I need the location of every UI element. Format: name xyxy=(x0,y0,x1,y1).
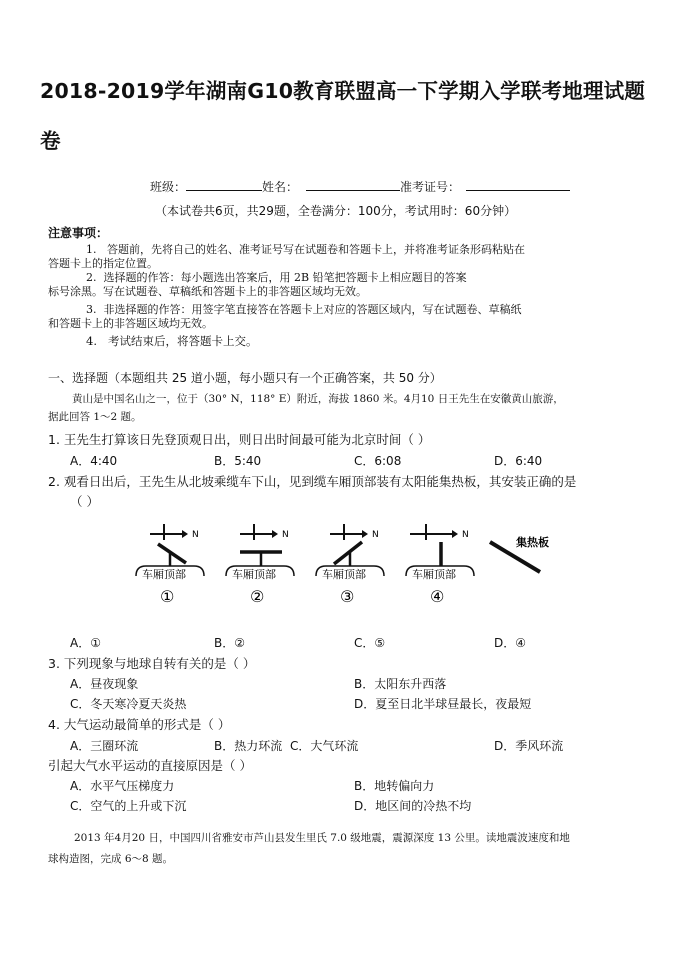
class-blank[interactable] xyxy=(186,178,262,191)
panel-label: 集热板 xyxy=(516,536,549,549)
passage1-line1: 黄山是中国名山之一，位于（30° N，118° E）附近，海拔 1860 米。4月10 日王先生在安徽黄山旅游， xyxy=(72,393,564,405)
roof-label-1: 车厢顶部 xyxy=(142,568,186,581)
q5-option-b[interactable]: B．地转偏向力 xyxy=(354,779,435,793)
q3-option-d[interactable]: D．夏至日北半球昼最长，夜最短 xyxy=(354,697,532,711)
question-2-stem-blank: （ ） xyxy=(70,494,99,509)
passage2-line2: 球构造图，完成 6～8 题。 xyxy=(48,853,174,865)
notice-item-3-line2: 和答题卡上的非答题区域均无效。 xyxy=(48,317,213,330)
q4-option-a[interactable]: A．三圈环流 xyxy=(70,739,139,753)
north-label-3: N xyxy=(372,530,379,540)
document-title: 2018-2019学年湖南G10教育联盟高一下学期入学联考地理试题卷 xyxy=(40,79,646,153)
section-heading: 一、选择题（本题组共 25 道小题，每小题只有一个正确答案，共 50 分） xyxy=(48,371,442,385)
q4-option-b[interactable]: B．热力环流 xyxy=(214,739,283,753)
notice-item-3-line1: 3. 非选择题的作答：用签字笔直接答在答题卡上对应的答题区域内，写在试题卷、草稿纸 xyxy=(86,303,522,316)
notice-item-1-line1: 1. 答题前，先将自己的姓名、准考证号写在试题卷和答题卡上，并将准考证条形码粘贴在 xyxy=(86,243,525,256)
q1-option-a[interactable]: A．4:40 xyxy=(70,454,118,468)
class-label: 班级： xyxy=(150,180,187,194)
question-1-stem: 1. 王先生打算该日先登顶观日出，则日出时间最可能为北京时间（ ） xyxy=(48,432,431,447)
name-blank[interactable] xyxy=(306,178,400,191)
figure-number-4: ④ xyxy=(430,587,445,606)
north-label-1: N xyxy=(192,530,199,540)
q5-option-a[interactable]: A．水平气压梯度力 xyxy=(70,779,175,793)
q3-option-c[interactable]: C．冬天寒冷夏天炎热 xyxy=(70,697,187,711)
roof-label-4: 车厢顶部 xyxy=(412,568,456,581)
figure-number-1: ① xyxy=(160,587,175,606)
roof-label-3: 车厢顶部 xyxy=(322,568,366,581)
q2-option-c[interactable]: C．⑤ xyxy=(354,636,386,650)
q4-option-d[interactable]: D．季风环流 xyxy=(494,739,564,753)
solar-panel-figure xyxy=(130,520,580,610)
notice-title: 注意事项： xyxy=(48,226,109,240)
q5-option-c[interactable]: C．空气的上升或下沉 xyxy=(70,799,187,813)
passage2-line1: 2013 年4月20 日，中国四川省雅安市芦山县发生里氏 7.0 级地震，震源深度 13 公里。读地震波速度和地 xyxy=(74,832,570,844)
notice-item-4: 4. 考试结束后，将答题卡上交。 xyxy=(86,334,258,348)
figure-number-2: ② xyxy=(250,587,265,606)
student-info-fields xyxy=(150,178,570,195)
roof-label-2: 车厢顶部 xyxy=(232,568,276,581)
notice-item-2-line2: 标号涂黑。写在试题卷、草稿纸和答题卡上的非答题区域均无效。 xyxy=(48,285,367,298)
figure-option-4 xyxy=(406,524,474,606)
q2-option-d[interactable]: D．④ xyxy=(494,636,526,650)
q2-option-b[interactable]: B．② xyxy=(214,636,245,650)
q5-option-d[interactable]: D．地区间的冷热不均 xyxy=(354,799,472,813)
q2-option-a[interactable]: A．① xyxy=(70,636,101,650)
q1-option-c[interactable]: C．6:08 xyxy=(354,454,402,468)
collector-panel xyxy=(490,535,549,572)
figure-option-2 xyxy=(226,524,294,606)
question-2-stem: 2. 观看日出后，王先生从北坡乘缆车下山，见到缆车厢顶部装有太阳能集热板，其安装正确的是 xyxy=(48,474,577,489)
name-label: 姓名： xyxy=(262,180,299,194)
question-4-stem: 4. 大气运动最简单的形式是（ ） xyxy=(48,717,231,732)
q1-option-d[interactable]: D．6:40 xyxy=(494,454,543,468)
question-3-stem: 3. 下列现象与地球自转有关的是（ ） xyxy=(48,656,256,671)
figure-option-1 xyxy=(136,524,204,606)
notice-item-1-line2: 答题卡上的指定位置。 xyxy=(48,257,158,270)
exam-no-blank[interactable] xyxy=(466,178,570,191)
figure-number-3: ③ xyxy=(340,587,355,606)
notice-item-2-line1: 2. 选择题的作答：每小题选出答案后，用 2B 铅笔把答题卡上相应题目的答案 xyxy=(86,271,467,284)
q1-option-b[interactable]: B．5:40 xyxy=(214,454,262,468)
q3-option-a[interactable]: A．昼夜现象 xyxy=(70,677,139,691)
exam-info: （本试卷共6页，共29题，全卷满分：100分，考试用时：60分钟） xyxy=(155,204,517,218)
question-5-stem: 引起大气水平运动的直接原因是（ ） xyxy=(48,758,252,773)
q4-option-c[interactable]: C．大气环流 xyxy=(290,739,359,753)
q3-option-b[interactable]: B．太阳东升西落 xyxy=(354,677,447,691)
exam-no-label: 准考证号： xyxy=(400,180,461,194)
figure-option-3 xyxy=(316,524,384,606)
north-label-2: N xyxy=(282,530,289,540)
north-label-4: N xyxy=(462,530,469,540)
passage1-line2: 据此回答 1～2 题。 xyxy=(48,411,142,423)
